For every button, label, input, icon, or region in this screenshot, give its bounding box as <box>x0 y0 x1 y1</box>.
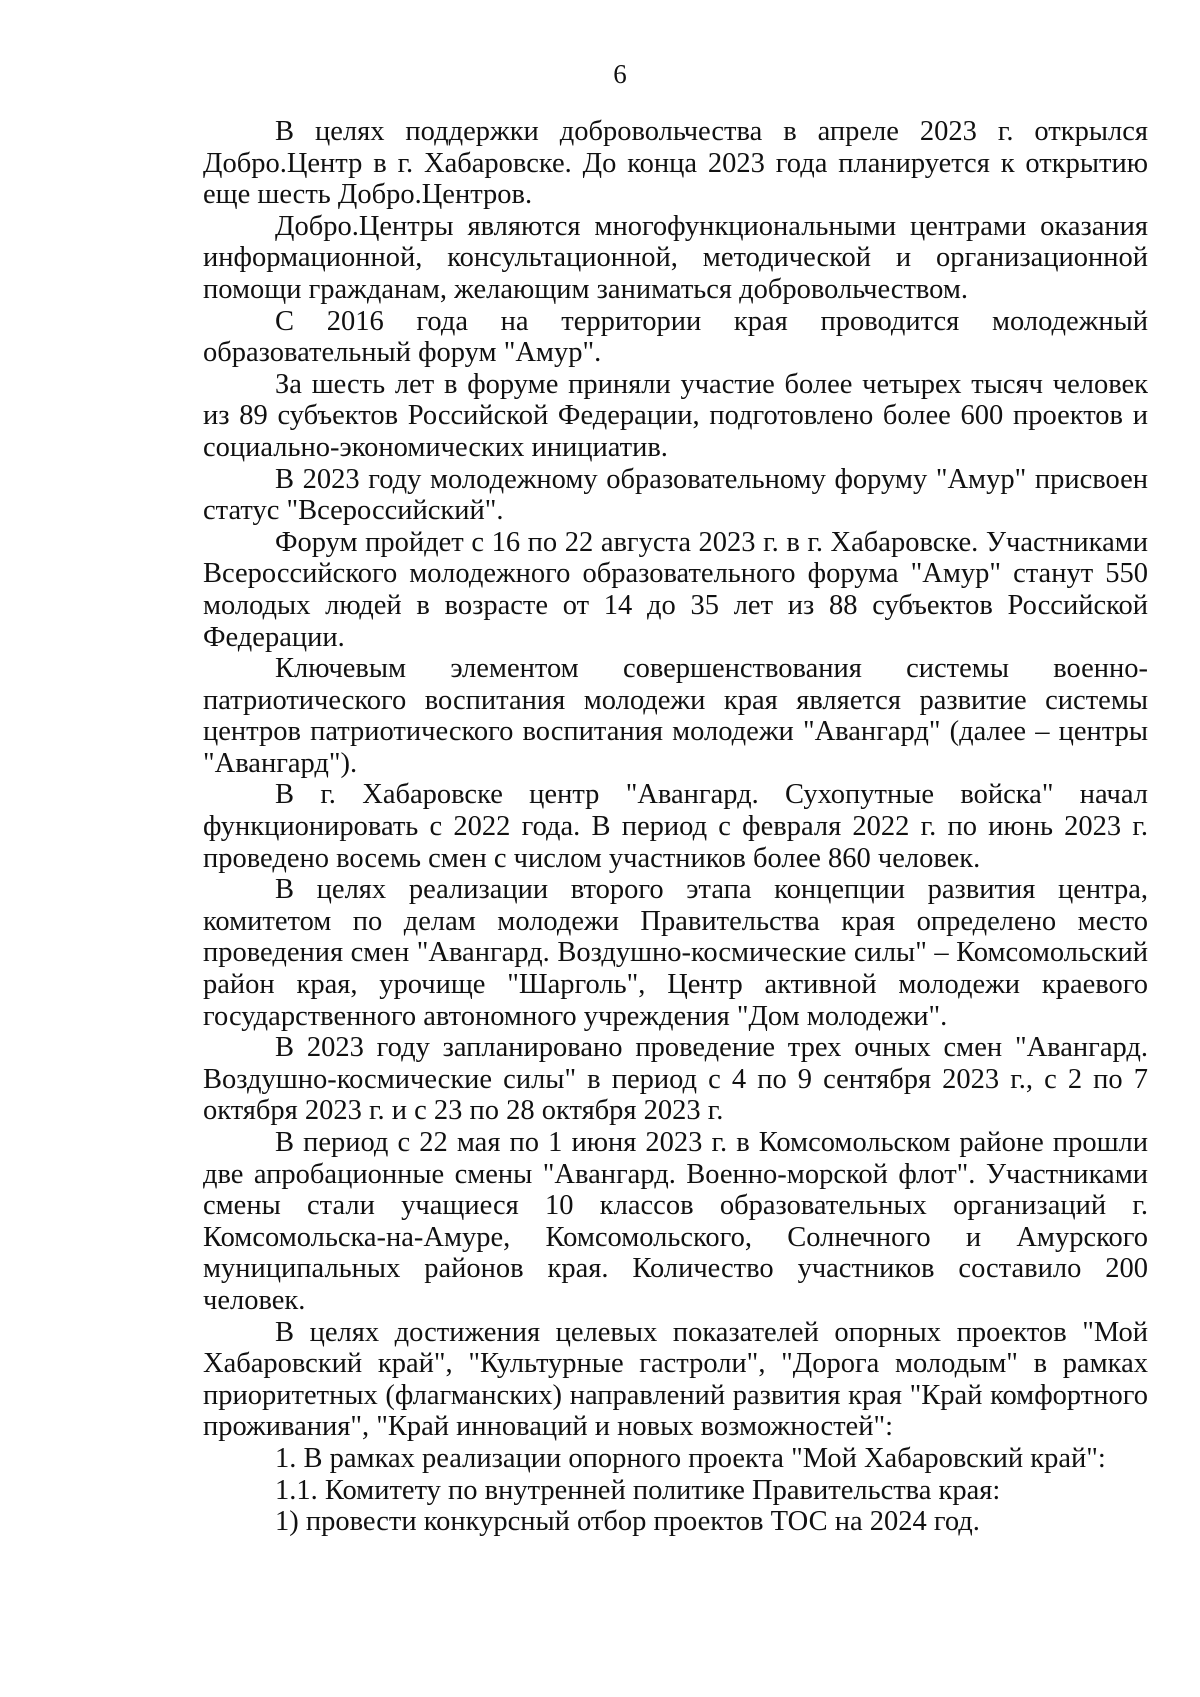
paragraph-dobro-center-opening: В целях поддержки добровольчества в апреле 2023 г. открылся Добро.Центр в г. Хабаровске. До конца 2023 года планируется к открытию еще шесть Добро.Центров. <box>203 116 1148 211</box>
paragraph-avangard-ground-forces: В г. Хабаровске центр "Авангард. Сухопутные войска" начал функционировать с 2022 года. В период с февраля 2022 г. по июнь 2023 г. проведено восемь смен с числом участников более 860 человек. <box>203 779 1148 874</box>
list-item-1-1-1: 1) провести конкурсный отбор проектов ТОС на 2024 год. <box>275 1506 980 1538</box>
paragraph-forum-dates: Форум пройдет с 16 по 22 августа 2023 г. в г. Хабаровске. Участниками Всероссийского молодежного образовательного форума "Амур" станут 550 молодых людей в возрасте от 14 до 35 лет из 88 субъектов Российской Федерации. <box>203 526 1148 653</box>
paragraph-avangard-second-stage: В целях реализации второго этапа концепции развития центра, комитетом по делам молодежи Правительства края определено место проведения смен "Авангард. Воздушно-космические силы" – Комсомольский район края, урочище "Шарголь", Центр активной молодежи краевого государственного автономного учреждения "Дом молодежи". <box>203 874 1148 1032</box>
paragraph-avangard-system: Ключевым элементом совершенствования системы военно-патриотического воспитания молодежи края является развитие системы центров патриотического воспитания молодежи "Авангард" (далее – центры "Авангард"). <box>203 653 1148 779</box>
paragraph-target-indicators: В целях достижения целевых показателей опорных проектов "Мой Хабаровский край", "Культурные гастроли", "Дорога молодым" в рамках приоритетных (флагманских) направлений развития края "Край комфортного проживания", "Край инноваций и новых возможностей": <box>203 1316 1148 1443</box>
paragraph-amur-forum-since-2016: С 2016 года на территории края проводится молодежный образовательный форум "Амур". <box>203 305 1148 369</box>
page-number: 6 <box>613 59 627 89</box>
list-item-1-1: 1.1. Комитету по внутренней политике Правительства края: <box>275 1474 1001 1506</box>
paragraph-forum-participants: За шесть лет в форуме приняли участие более четырех тысяч человек из 89 субъектов Российской Федерации, подготовлено более 600 проектов и социально-экономических инициатив. <box>203 368 1148 463</box>
paragraph-forum-status: В 2023 году молодежному образовательному форуму "Амур" присвоен статус "Всероссийский". <box>203 463 1148 527</box>
list-item-1: 1. В рамках реализации опорного проекта "Мой Хабаровский край": <box>275 1442 1106 1474</box>
document-body <box>203 116 1148 1538</box>
paragraph-dobro-centers-role: Добро.Центры являются многофункциональными центрами оказания информационной, консультационной, методической и организационной помощи гражданам, желающим заниматься добровольчеством. <box>203 210 1148 305</box>
paragraph-aerospace-shifts: В 2023 году запланировано проведение трех очных смен "Авангард. Воздушно-космические силы" в период с 4 по 9 сентября 2023 г., с 2 по 7 октября 2023 г. и с 23 по 28 октября 2023 г. <box>203 1032 1148 1127</box>
paragraph-navy-shifts: В период с 22 мая по 1 июня 2023 г. в Комсомольском районе прошли две апробационные смены "Авангард. Военно-морской флот". Участниками смены стали учащиеся 10 классов образовательных организаций г. Комсомольска-на-Амуре, Комсомольского, Солнечного и Амурского муниципальных районов края. Количество участников составило 200 человек. <box>203 1127 1148 1316</box>
